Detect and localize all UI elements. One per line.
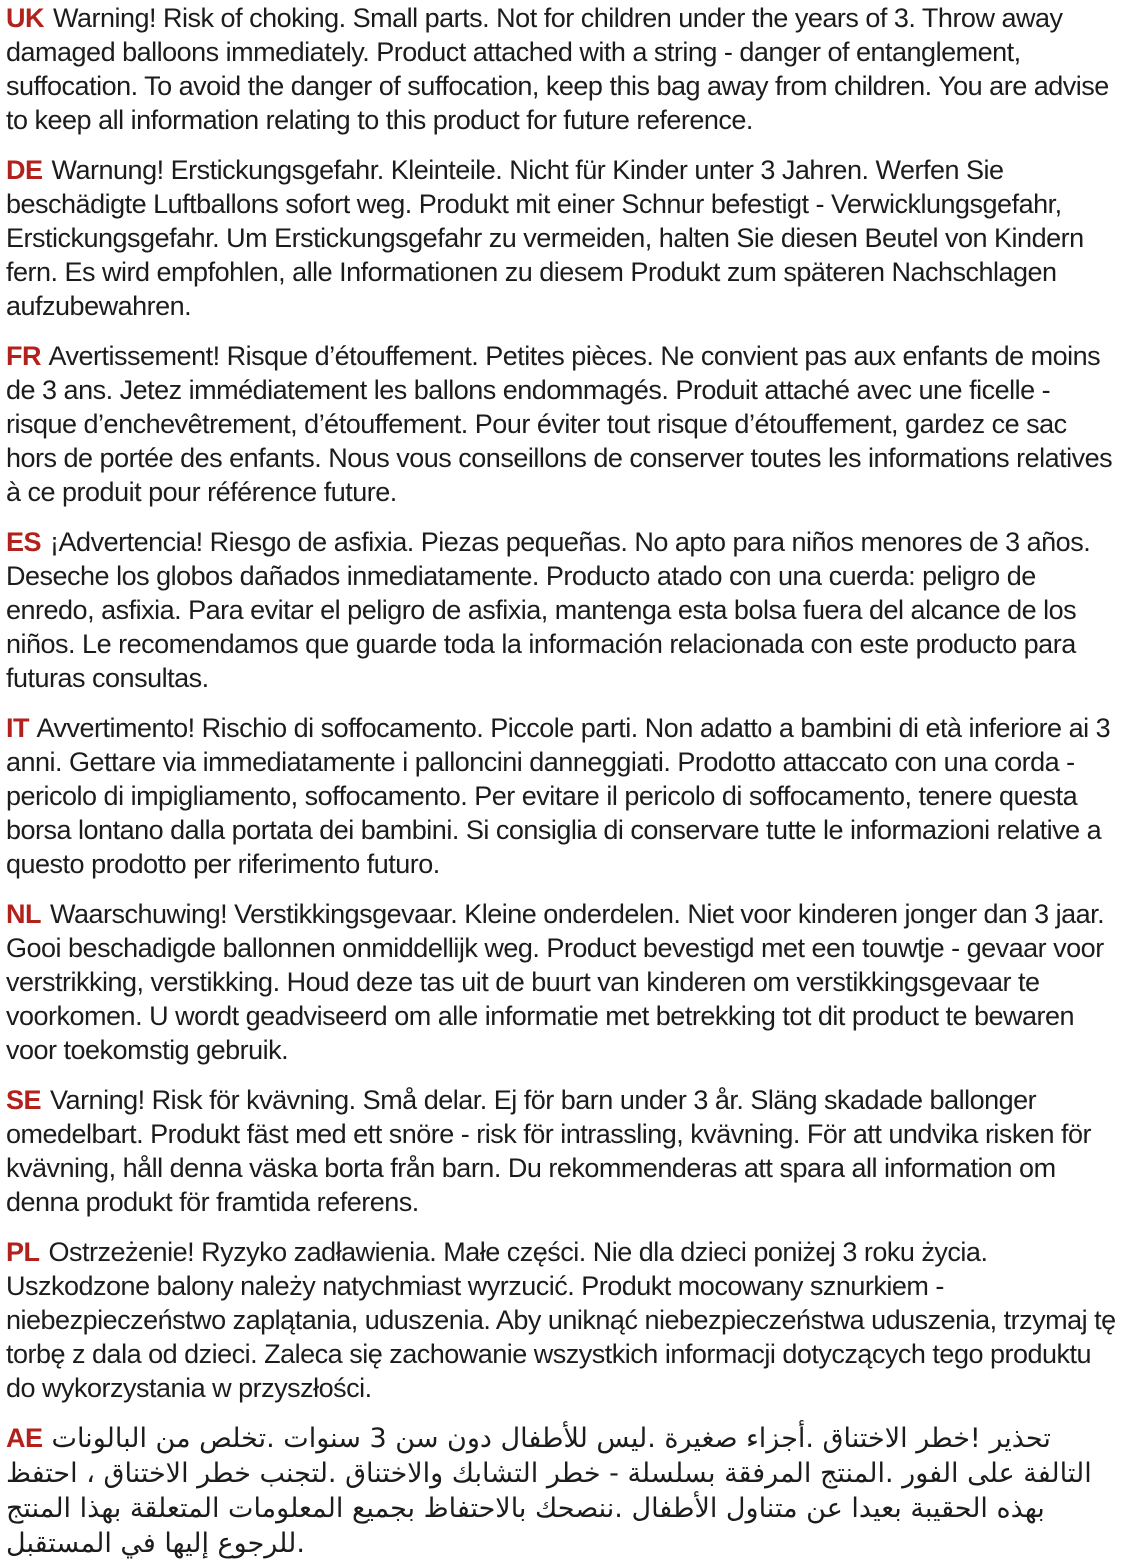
warning-paragraph-es	[6, 525, 1118, 695]
language-code-fr: FR	[6, 341, 41, 371]
warning-text-uk: Warning! Risk of choking. Small parts. Not for children under the years of 3. Throw away damaged balloons immediately. Product attached with a string - danger of entanglement, suffocation. To avoid the danger of suffocation, keep this bag away from children. You are advise to keep all information relating to this product for future reference.	[6, 3, 1109, 135]
language-code-se: SE	[6, 1085, 42, 1115]
language-code-nl: NL	[6, 899, 41, 929]
warning-paragraph-it	[6, 711, 1118, 881]
language-code-uk: UK	[6, 3, 44, 33]
warning-paragraph-nl	[6, 897, 1118, 1067]
warning-text-de: Warnung! Erstickungsgefahr. Kleinteile. Nicht für Kinder unter 3 Jahren. Werfen Sie beschädigte Luftballons sofort weg. Produkt mit einer Schnur befestigt - Verwicklungsgefahr, Erstickungsgefahr. Um Erstickungsgefahr zu vermeiden, halten Sie diesen Beutel von Kindern fern. Es wird empfohlen, alle Informationen zu diesem Produkt zum späteren Nachschlagen aufzubewahren.	[6, 155, 1084, 321]
warning-paragraph-pl	[6, 1235, 1118, 1405]
language-code-es: ES	[6, 527, 42, 557]
warning-text-es: ¡Advertencia! Riesgo de asfixia. Piezas pequeñas. No apto para niños menores de 3 años. Deseche los globos dañados inmediatamente. Producto atado con una cuerda: peligro de enredo, asfixia. Para evitar el peligro de asfixia, mantenga esta bolsa fuera del alcance de los niños. Le recomendamos que guarde toda la información relacionada con este producto para futuras consultas.	[6, 527, 1091, 693]
warning-text-nl: Waarschuwing! Verstikkingsgevaar. Kleine onderdelen. Niet voor kinderen jonger dan 3 jaar. Gooi beschadigde ballonnen onmiddellijk weg. Product bevestigd met een touwtje - gevaar voor verstrikking, verstikking. Houd deze tas uit de buurt van kinderen om verstikkingsgevaar te voorkomen. U wordt geadviseerd om alle informatie met betrekking tot dit product te bewaren voor toekomstig gebruik.	[6, 899, 1105, 1065]
warning-paragraph-se	[6, 1083, 1118, 1219]
language-code-ae: AE	[6, 1423, 43, 1453]
warning-text-fr: Avertissement! Risque d’étouffement. Petites pièces. Ne convient pas aux enfants de moins de 3 ans. Jetez immédiatement les ballons endommagés. Produit attaché avec une ficelle - risque d’enchevêtrement, d’étouffement. Pour éviter tout risque d’étouffement, gardez ce sac hors de portée des enfants. Nous vous conseillons de conserver toutes les informations relatives à ce produit pour référence future.	[6, 341, 1113, 507]
warning-paragraph-ae	[6, 1421, 1118, 1561]
warning-text-se: Varning! Risk för kvävning. Små delar. Ej för barn under 3 år. Släng skadade ballonger omedelbart. Produkt fäst med ett snöre - risk för intrassling, kvävning. För att undvika risken för kvävning, håll denna väska borta från barn. Du rekommenderas att spara all information om denna produkt för framtida referens.	[6, 1085, 1091, 1217]
language-code-it: IT	[6, 713, 29, 743]
warning-text-it: Avvertimento! Rischio di soffocamento. Piccole parti. Non adatto a bambini di età inferiore ai 3 anni. Gettare via immediatamente i palloncini danneggiati. Prodotto attaccato con una corda - pericolo di impigliamento, soffocamento. Per evitare il pericolo di soffocamento, tenere questa borsa lontano dalla portata dei bambini. Si consiglia di conservare tutte le informazioni relative a questo prodotto per riferimento futuro.	[6, 713, 1111, 879]
language-code-de: DE	[6, 155, 43, 185]
warning-text-ae: تحذير !خطر الاختناق .أجزاء صغيرة .ليس للأطفال دون سن 3 سنوات .تخلص من البالونات التالفة على الفور .المنتج المرفقة بسلسلة - خطر التشابك والاختناق .لتجنب خطر الاختناق ، احتفظ بهذه الحقيبة بعيدا عن متناول الأطفال .ننصحك بالاحتفاظ بجميع المعلومات المتعلقة بهذا المنتج للرجوع إليها في المستقبل.	[6, 1423, 1092, 1559]
language-code-pl: PL	[6, 1237, 40, 1267]
warning-text-pl: Ostrzeżenie! Ryzyko zadławienia. Małe części. Nie dla dzieci poniżej 3 roku życia. Uszkodzone balony należy natychmiast wyrzucić. Produkt mocowany sznurkiem - niebezpieczeństwo zaplątania, uduszenia. Aby uniknąć niebezpieczeństwa uduszenia, trzymaj tę torbę z dala od dzieci. Zaleca się zachowanie wszystkich informacji dotyczących tego produktu do wykorzystania w przyszłości.	[6, 1237, 1116, 1403]
warning-paragraph-fr	[6, 339, 1118, 509]
warning-paragraph-uk	[6, 1, 1118, 137]
warning-paragraph-de	[6, 153, 1118, 323]
